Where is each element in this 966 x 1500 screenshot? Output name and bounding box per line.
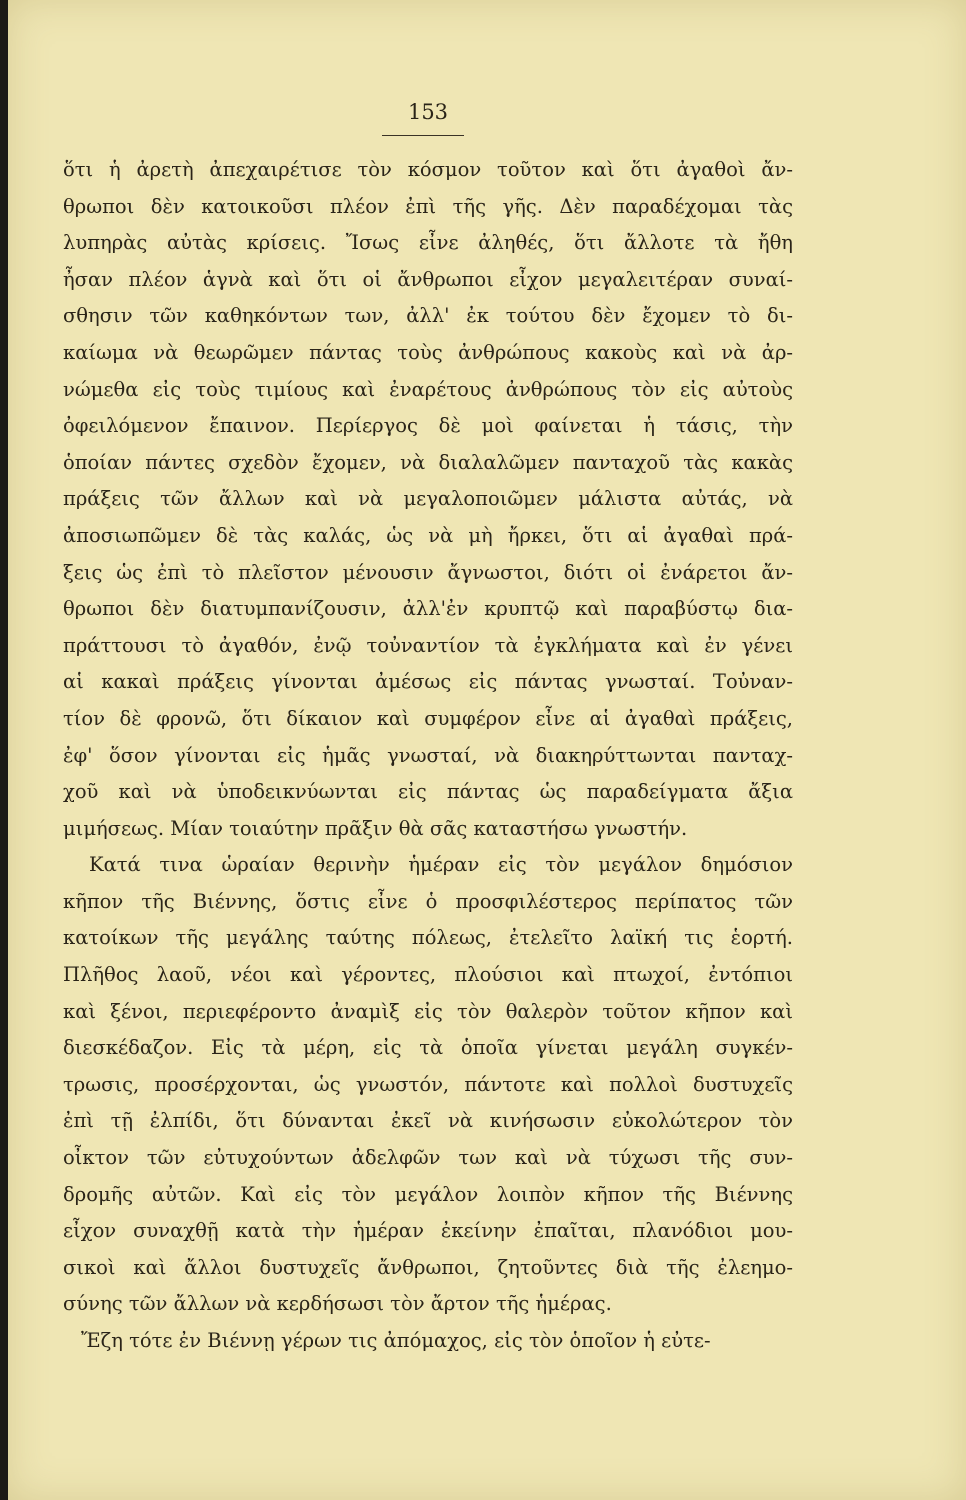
text-line: θρωποι δὲν κατοικοῦσι πλέον ἐπὶ τῆς γῆς. Δὲν παραδέχομαι τὰς [63,194,793,218]
text-line: ὁποίαν πάντες σχεδὸν ἔχομεν, νὰ διαλαλῶμεν πανταχοῦ τὰς κακὰς [63,450,793,474]
text-line: χοῦ καὶ νὰ ὑποδεικνύωνται εἰς πάντας ὡς παραδείγματα ἄξια [63,780,793,804]
text-line: ἀποσιωπῶμεν δὲ τὰς καλάς, ὡς νὰ μὴ ἤρκει, ὅτι αἱ ἀγαθαὶ πρά- [63,523,793,547]
text-line: ἐφ' ὅσον γίνονται εἰς ἡμᾶς γνωσταί, νὰ διακηρύττωνται πανταχ- [63,743,793,767]
text-line: οἶκτον τῶν εὐτυχούντων ἀδελφῶν των καὶ νὰ τύχωσι τῆς συν- [63,1146,793,1170]
text-line: μιμήσεως. Μίαν τοιαύτην πρᾶξιν θὰ σᾶς καταστήσω γνωστήν. [63,816,688,840]
text-line: αἱ κακαὶ πράξεις γίνονται ἀμέσως εἰς πάντας γνωσταί. Τοὐναν- [63,670,793,694]
text-line: καίωμα νὰ θεωρῶμεν πάντας τοὺς ἀνθρώπους κακοὺς καὶ νὰ ἀρ- [63,340,793,364]
text-line: θρωποι δὲν διατυμπανίζουσιν, ἀλλ'ἐν κρυπτῷ καὶ παραβύστῳ δια- [63,597,793,621]
text-line: πράξεις τῶν ἄλλων καὶ νὰ μεγαλοποιῶμεν μάλιστα αὐτάς, νὰ [63,487,793,511]
text-line: σικοὶ καὶ ἄλλοι δυστυχεῖς ἄνθρωποι, ζητοῦντες διὰ τῆς ἐλεημο- [63,1255,793,1279]
book-page [8,0,966,1500]
page-number-rule [382,135,464,136]
text-line: καὶ ξένοι, περιεφέροντο ἀναμὶξ εἰς τὸν θαλερὸν τοῦτον κῆπον καὶ [63,999,793,1023]
text-line: ὅτι ἡ ἀρετὴ ἀπεχαιρέτισε τὸν κόσμον τοῦτον καὶ ὅτι ἀγαθοὶ ἄν- [63,158,793,181]
text-line: ὀφειλόμενον ἔπαινον. Περίεργος δὲ μοὶ φαίνεται ἡ τάσις, τὴν [63,414,793,438]
text-line: ἦσαν πλέον ἁγνὰ καὶ ὅτι οἱ ἄνθρωποι εἶχον μεγαλειτέραν συναί- [63,267,793,291]
body-text [63,152,793,1360]
text-line: εἶχον συναχθῇ κατὰ τὴν ἡμέραν ἐκείνην ἐπαῖται, πλανόδιοι μου- [63,1219,793,1243]
text-line: τίον δὲ φρονῶ, ὅτι δίκαιον καὶ συμφέρον εἶνε αἱ ἀγαθαὶ πράξεις, [63,706,793,730]
text-line: Ἔζη τότε ἐν Βιέννῃ γέρων τις ἀπόμαχος, εἰς τὸν ὁποῖον ἡ εὐτε- [81,1329,711,1352]
text-line: Κατά τινα ὡραίαν θερινὴν ἡμέραν εἰς τὸν μεγάλον δημόσιον [89,853,793,877]
text-line: κῆπον τῆς Βιέννης, ὅστις εἶνε ὁ προσφιλέστερος περίπατος τῶν [63,889,793,913]
text-line: δρομῆς αὐτῶν. Καὶ εἰς τὸν μεγάλον λοιπὸν κῆπον τῆς Βιέννης [63,1182,793,1206]
text-line: ἐπὶ τῇ ἐλπίδι, ὅτι δύνανται ἐκεῖ νὰ κινήσωσιν εὐκολώτερον τὸν [63,1109,793,1133]
text-line: νώμεθα εἰς τοὺς τιμίους καὶ ἐναρέτους ἀνθρώπους τὸν εἰς αὐτοὺς [63,377,793,401]
page-number: 153 [407,100,449,124]
text-line: Πλῆθος λαοῦ, νέοι καὶ γέροντες, πλούσιοι καὶ πτωχοί, ἐντόπιοι [63,963,793,987]
text-line: σύνης τῶν ἄλλων νὰ κερδήσωσι τὸν ἄρτον τῆς ἡμέρας. [63,1292,612,1316]
text-line: σθησιν τῶν καθηκόντων των, ἀλλ' ἐκ τούτου δὲν ἔχομεν τὸ δι- [63,304,793,328]
text-line: πράττουσι τὸ ἀγαθόν, ἐνῷ τοὐναντίον τὰ ἐγκλήματα καὶ ἐν γένει [63,633,793,657]
text-line: κατοίκων τῆς μεγάλης ταύτης πόλεως, ἐτελεῖτο λαϊκή τις ἑορτή. [63,926,793,950]
text-line: διεσκέδαζον. Εἰς τὰ μέρη, εἰς τὰ ὁποῖα γίνεται μεγάλη συγκέν- [63,1036,793,1060]
text-line: ξεις ὡς ἐπὶ τὸ πλεῖστον μένουσιν ἄγνωστοι, διότι οἱ ἐνάρετοι ἄν- [63,560,793,584]
text-line: λυπηρὰς αὐτὰς κρίσεις. Ἴσως εἶνε ἀληθές, ὅτι ἄλλοτε τὰ ἤθη [63,231,793,255]
text-line: τρωσις, προσέρχονται, ὡς γνωστόν, πάντοτε καὶ πολλοὶ δυστυχεῖς [63,1072,793,1096]
